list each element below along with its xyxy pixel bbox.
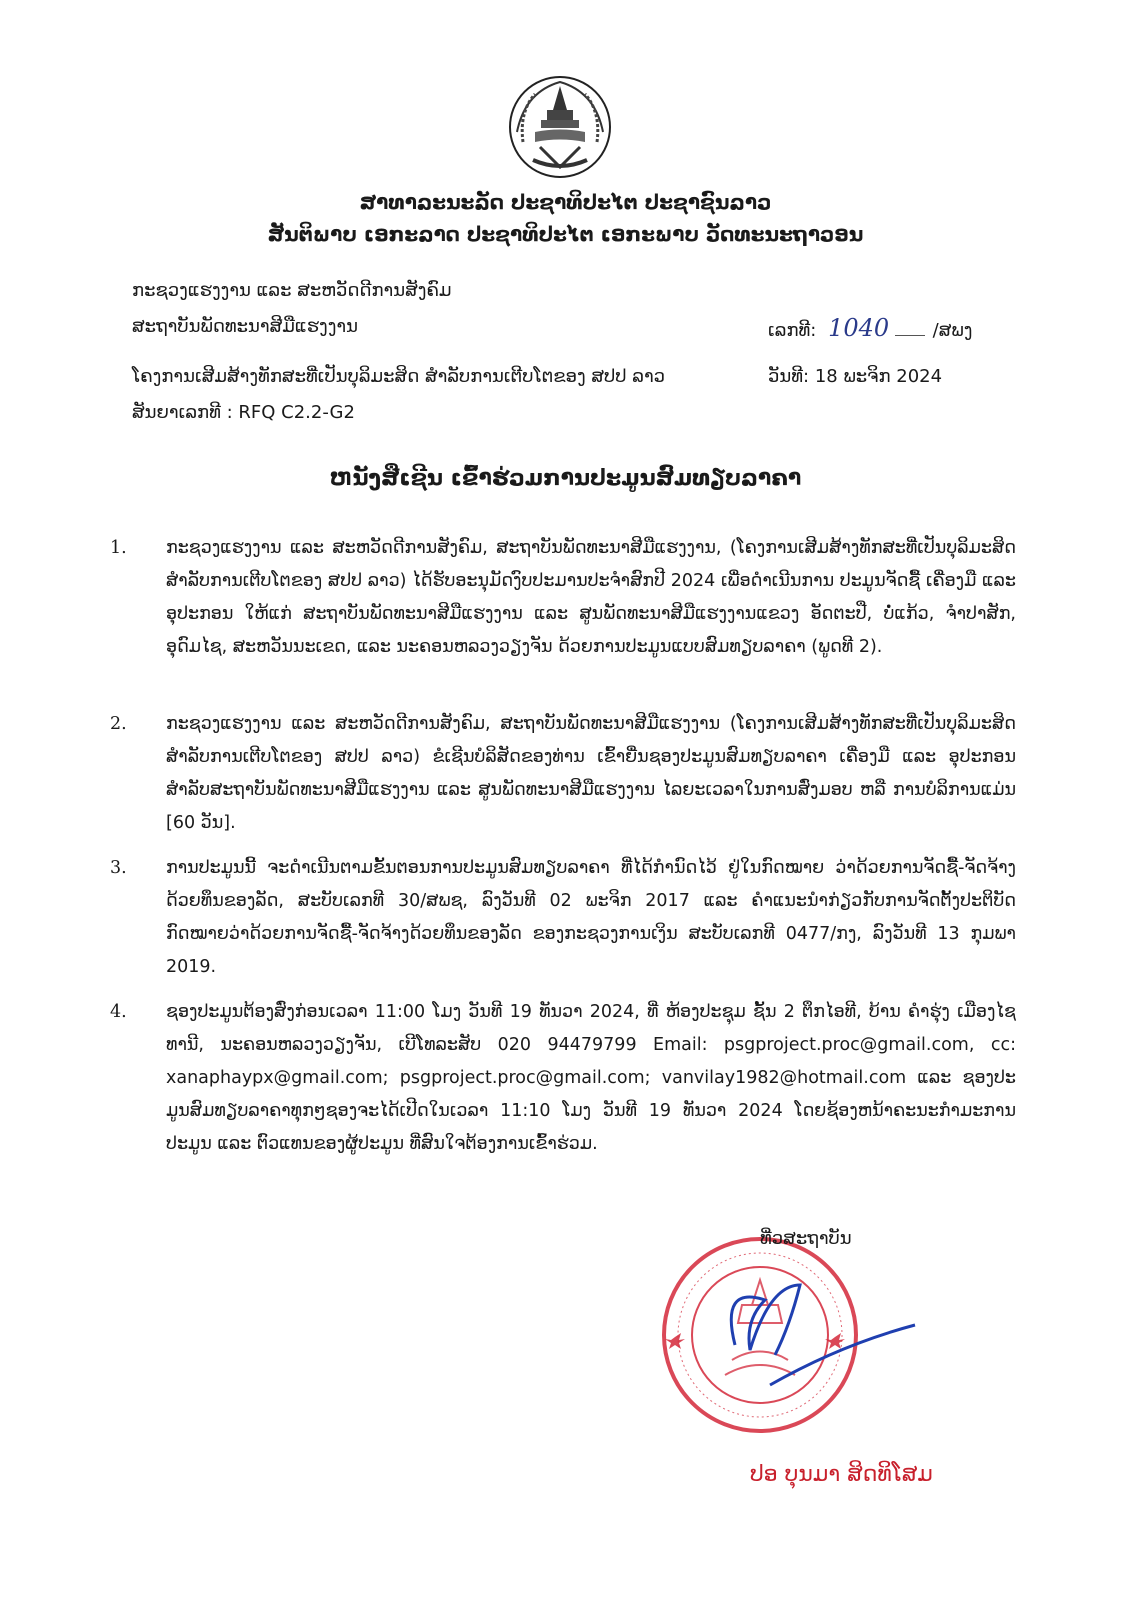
list-item-number: 1. — [110, 538, 127, 558]
national-emblem — [505, 72, 615, 182]
list-item-number: 3. — [110, 858, 127, 878]
ministry-name: ກະຊວງແຮງງານ ແລະ ສະຫວັດດີການສັງຄົມ — [132, 280, 452, 301]
institute-name: ສະຖາບັນພັດທະນາສີມືແຮງງານ — [132, 316, 358, 337]
contract-number: ສັນຍາເລກທີ : RFQ C2.2-G2 — [132, 402, 355, 423]
list-item — [110, 852, 1016, 992]
list-item-text: ກະຊວງແຮງງານ ແລະ ສະຫວັດດີການສັງຄົມ, ສະຖາບັນພັດທະນາສີມືແຮງງານ (ໂຄງການເສີມສ້າງທັກສະທີ່ເປັນບຸລິມະສິດ ສຳລັບການເຕີບໂຕຂອງ ສປປ ລາວ) ຂໍເຊີນບໍລິສັດຂອງທ່ານ ເຂົ້າຍື່ນຊອງປະມູນສົມທຽບລາຄາ ເຄື່ອງມື ແລະ ອຸປະກອນ ສຳລັບສະຖາບັນພັດທະນາສີມືແຮງງານ ແລະ ສູນພັດທະນາສີມືແຮງງານ ໄລຍະເວລາໃນການສົ່ງມອບ ຫລື ການບໍລິການແມ່ນ [60 ວັນ]. — [166, 714, 1016, 833]
document-date: ວັນທີ: 18 ພະຈິກ 2024 — [768, 366, 943, 387]
signatory-name: ປອ ບຸນມາ ສິດທິໂສມ — [750, 1462, 933, 1487]
document-title: ຫນັງສືເຊີນ ເຂົ້າຮ່ວມການປະມູນສົມທຽບລາຄາ — [329, 466, 802, 491]
document-number — [768, 314, 972, 342]
signature-role: ທີ່ວສະຖາບັນ — [760, 1228, 852, 1249]
document-number-label: ເລກທີ: — [768, 320, 817, 341]
list-item-number: 4. — [110, 1002, 127, 1022]
document-number-suffix: /ສພງ — [932, 320, 973, 341]
list-item — [110, 996, 1016, 1206]
list-item — [110, 708, 1016, 848]
national-header-line-2: ສັນຕິພາບ ເອກະລາດ ປະຊາທິປະໄຕ ເອກະພາບ ວັດທະນະຖາວອນ — [267, 222, 864, 246]
list-item — [110, 532, 1016, 702]
list-item-number: 2. — [110, 714, 127, 734]
official-stamp — [650, 1225, 930, 1455]
list-item-text: ການປະມູນນີ້ ຈະດຳເນີນຕາມຂັ້ນຕອນການປະມູນສົມທຽບລາຄາ ທີ່ໄດ້ກຳນົດໄວ້ ຢູ່ໃນກົດໝາຍ ວ່າດ້ວຍການຈັດຊື້-ຈັດຈ້າງດ້ວຍທຶນຂອງລັດ, ສະບັບເລກທີ 30/ສພຊ, ລົງວັນທີ 02 ພະຈິກ 2017 ແລະ ຄຳແນະນຳກ່ຽວກັບການຈັດຕັ້ງປະຕິບັດ ກົດໝາຍວ່າດ້ວຍການຈັດຊື້-ຈັດຈ້າງດ້ວຍທຶນຂອງລັດ ຂອງກະຊວງການເງິນ ສະບັບເລກທີ 0477/ກງ, ລົງວັນທີ 13 ກຸມພາ 2019. — [166, 858, 1016, 977]
national-header-line-1: ສາທາລະນະລັດ ປະຊາທິປະໄຕ ປະຊາຊົນລາວ — [359, 190, 772, 214]
list-item-text: ກະຊວງແຮງງານ ແລະ ສະຫວັດດີການສັງຄົມ, ສະຖາບັນພັດທະນາສີມືແຮງງານ, (ໂຄງການເສີມສ້າງທັກສະທີ່ເປັນບຸລິມະສິດ ສຳລັບການເຕີບໂຕຂອງ ສປປ ລາວ) ໄດ້ຮັບອະນຸມັດງົບປະມານປະຈຳສົກປີ 2024 ເພື່ອດຳເນີນການ ປະມູນຈັດຊື້ ເຄື່ອງມື ແລະ ອຸປະກອນ ໃຫ້ແກ່ ສະຖາບັນພັດທະນາສີມືແຮງງານ ແລະ ສູນພັດທະນາສີມືແຮງງານແຂວງ ອັດຕະປື, ບໍ່ແກ້ວ, ຈຳປາສັກ, ອຸດົມໄຊ, ສະຫວັນນະເຂດ, ແລະ ນະຄອນຫລວງວຽງຈັນ ດ້ວຍການປະມູນແບບສົມທຽບລາຄາ (ພູດທີ 2). — [166, 538, 1016, 657]
list-item-text: ຊອງປະມູນຕ້ອງສົ່ງກ່ອນເວລາ 11:00 ໂມງ ວັນທີ 19 ທັນວາ 2024, ທີ່ ຫ້ອງປະຊຸມ ຊັ້ນ 2 ຕຶກໄອທີ, ບ້ານ ຄຳຮຸ່ງ ເມືອງໄຊທານີ, ນະຄອນຫລວງວຽງຈັນ, ເບີໂທລະສັບ 020 94479799 Email: psgproject.proc@gmail.com, cc: xanaphaypx@gmail.com; psgproject.proc@gmail.com; vanvilay1982@hotmail.com ແລະ ຊອງປະ ມູນສົມທຽບລາຄາທຸກໆຊອງຈະໄດ້ເປີດໃນເວລາ 11:10 ໂມງ ວັນທີ 19 ທັນວາ 2024 ໂດຍຊ້ອງຫນ້າຄະນະກຳມະການປະມູນ ແລະ ຕົວແທນຂອງຜູ້ປະມູນ ທີ່ສົນໃຈຕ້ອງການເຂົ້າຮ່ວມ. — [166, 1002, 1016, 1154]
document-number-handwritten: 1040 — [828, 314, 890, 342]
project-name: ໂຄງການເສີມສ້າງທັກສະທີ່ເປັນບຸລິມະສິດ ສຳລັບການເຕີບໂຕຂອງ ສປປ ລາວ — [132, 366, 666, 387]
